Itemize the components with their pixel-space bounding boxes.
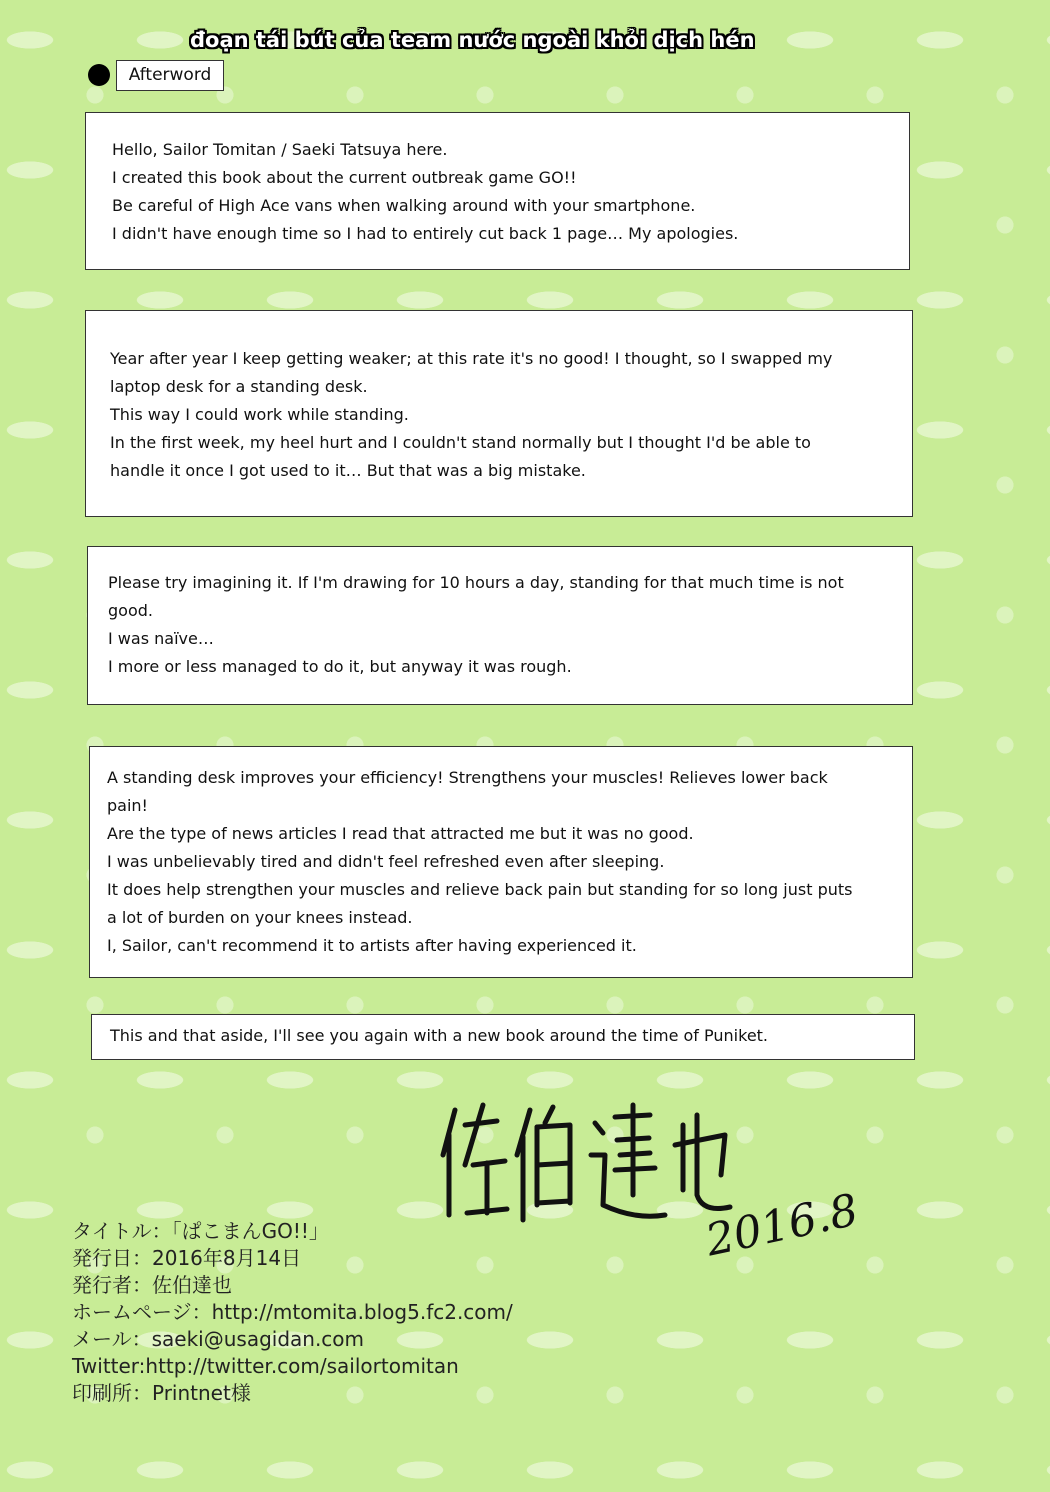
colophon <box>72 1218 513 1407</box>
signature-date: 2016.8 <box>701 1184 863 1267</box>
colophon-email: メール：saeki@usagidan.com <box>72 1327 365 1351</box>
text-line: A standing desk improves your efficiency! Strengthens your muscles! Relieves lower back <box>107 768 828 787</box>
text-line: I didn't have enough time so I had to entirely cut back 1 page… My apologies. <box>112 224 739 243</box>
text-line: laptop desk for a standing desk. <box>110 377 368 396</box>
colophon-title: タイトル：「ぱこまんGO!!」 <box>72 1219 329 1243</box>
text-line: In the first week, my heel hurt and I couldn't stand normally but I thought I'd be able to <box>110 433 811 452</box>
text-line: Be careful of High Ace vans when walking around with your smartphone. <box>112 196 696 215</box>
text-line: It does help strengthen your muscles and relieve back pain but standing for so long just puts <box>107 880 853 899</box>
text-line: Please try imagining it. If I'm drawing for 10 hours a day, standing for that much time is not <box>108 573 844 592</box>
text-line: Year after year I keep getting weaker; at this rate it's no good! I thought, so I swapped my <box>110 349 833 368</box>
text-line: I was naïve… <box>108 629 214 648</box>
afterword-heading: Afterword <box>116 60 224 91</box>
text-line: Are the type of news articles I read that attracted me but it was no good. <box>107 824 694 843</box>
colophon-printer: 印刷所：Printnet様 <box>72 1381 251 1405</box>
colophon-date: 発行日：2016年8月14日 <box>72 1246 302 1270</box>
text-line: This and that aside, I'll see you again with a new book around the time of Puniket. <box>110 1026 769 1045</box>
colophon-homepage: ホームページ：http://mtomita.blog5.fc2.com/ <box>72 1300 513 1324</box>
text-line: a lot of burden on your knees instead. <box>107 908 413 927</box>
afterword-box-1 <box>85 112 910 270</box>
afterword-box-5 <box>91 1014 915 1060</box>
afterword-box-4 <box>89 746 913 978</box>
afterword-box-3 <box>87 546 913 705</box>
text-line: I, Sailor, can't recommend it to artists after having experienced it. <box>107 936 637 955</box>
text-line: good. <box>108 601 153 620</box>
translator-note: đoạn tái bút của team nước ngoài khỏi dịch hén <box>190 28 755 52</box>
text-line: pain! <box>107 796 148 815</box>
text-line: I was unbelievably tired and didn't feel refreshed even after sleeping. <box>107 852 665 871</box>
text-line: handle it once I got used to it… But that was a big mistake. <box>110 461 586 480</box>
text-line: Hello, Sailor Tomitan / Saeki Tatsuya here. <box>112 140 448 159</box>
text-line: I created this book about the current outbreak game GO!! <box>112 168 577 187</box>
colophon-publisher: 発行者：佐伯達也 <box>72 1273 232 1297</box>
text-line: This way I could work while standing. <box>110 405 409 424</box>
heading-bullet <box>88 64 110 86</box>
afterword-box-2 <box>85 310 913 517</box>
colophon-twitter: Twitter:http://twitter.com/sailortomitan <box>72 1354 459 1378</box>
text-line: I more or less managed to do it, but anyway it was rough. <box>108 657 572 676</box>
